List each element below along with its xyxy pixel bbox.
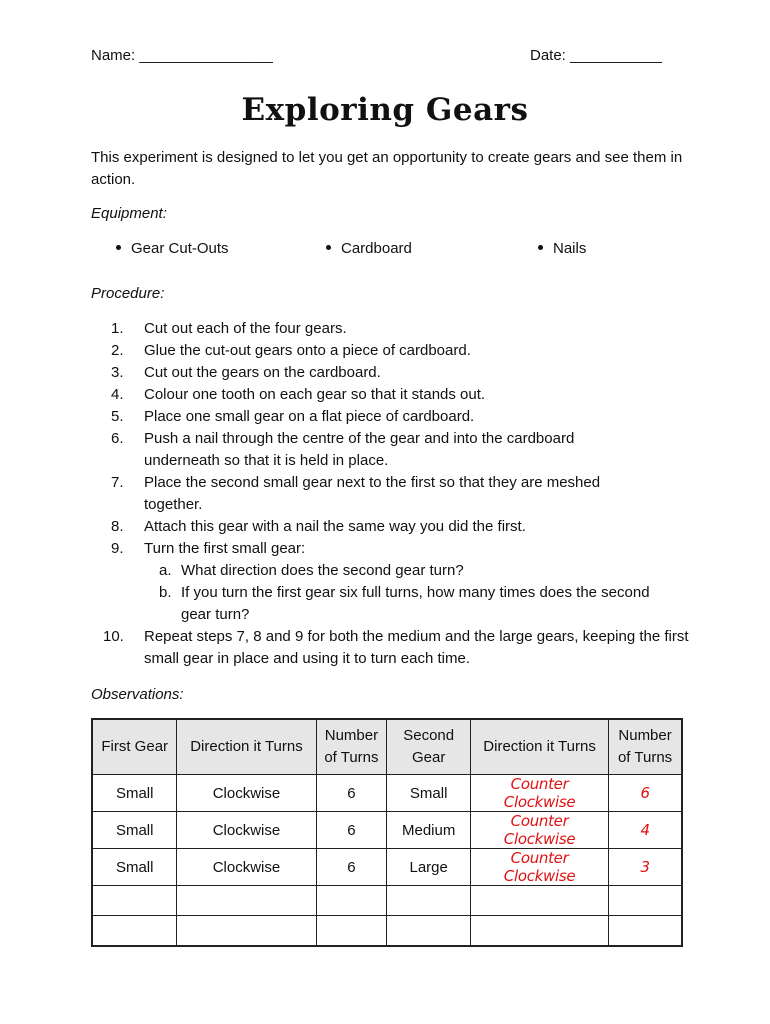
table-cell: Clockwise [177,775,316,812]
table-cell [471,886,609,916]
column-header: Number of Turns [316,719,387,775]
observations-table [91,718,683,947]
equipment-item-label: Cardboard [341,240,412,257]
handwritten-cell: 4 [609,812,682,849]
table-cell [177,916,316,947]
table-cell [387,916,471,947]
table-cell [92,886,177,916]
intro-paragraph: This experiment is designed to let you get an opportunity to create gears and see them in action. [91,149,683,188]
procedure-list [91,318,691,670]
table-cell: Small [92,849,177,886]
column-header: Second Gear [387,719,471,775]
date-field: Date: ___________ [530,47,662,64]
equipment-item-label: Gear Cut-Outs [131,240,229,257]
table-cell: Large [387,849,471,886]
table-cell: Small [92,775,177,812]
bullet-icon [116,245,121,250]
handwritten-cell: Counter Clockwise [471,775,609,812]
table-row [92,886,682,916]
table-cell [316,916,387,947]
handwritten-cell: 6 [609,775,682,812]
procedure-step: 6. Push a nail through the centre of the gear and into the cardboard underneath so that it is held in place. [111,430,575,469]
table-row [92,849,682,886]
table-header-row [92,719,682,775]
procedure-substep: a. What direction does the second gear turn? [159,562,464,579]
equipment-item [326,240,412,257]
bullet-icon [538,245,543,250]
page-title: Exploring Gears [241,92,529,128]
procedure-step: 1. Cut out each of the four gears. [111,320,347,337]
table-row [92,775,682,812]
column-header: Direction it Turns [177,719,316,775]
table-cell [387,886,471,916]
table-cell: 6 [316,775,387,812]
equipment-item [116,240,229,257]
equipment-item [538,240,586,257]
equipment-heading: Equipment: [91,205,167,222]
procedure-step: 9. Turn the first small gear: [111,540,306,557]
table-cell: Small [92,812,177,849]
bullet-icon [326,245,331,250]
table-cell [471,916,609,947]
table-cell [92,916,177,947]
procedure-step: 4. Colour one tooth on each gear so that it stands out. [111,386,486,403]
table-cell: Small [387,775,471,812]
table-cell [609,916,682,947]
table-cell: Clockwise [177,849,316,886]
table-row [92,916,682,947]
handwritten-cell: 3 [609,849,682,886]
column-header: Direction it Turns [471,719,609,775]
table-cell: Medium [387,812,471,849]
name-field: Name: ________________ [91,47,273,64]
handwritten-cell: Counter Clockwise [471,849,609,886]
procedure-step: 5. Place one small gear on a flat piece of cardboard. [111,408,475,425]
procedure-step: 7. Place the second small gear next to the first so that they are meshed together. [111,474,601,513]
handwritten-cell: Counter Clockwise [471,812,609,849]
table-cell: 6 [316,849,387,886]
table-cell [609,886,682,916]
table-row [92,812,682,849]
equipment-item-label: Nails [553,240,587,257]
procedure-substep: b. If you turn the first gear six full turns, how many times does the second gear turn? [159,584,650,623]
table-cell [177,886,316,916]
column-header: Number of Turns [609,719,682,775]
observations-heading: Observations: [91,686,184,703]
table-cell: 6 [316,812,387,849]
procedure-step: 8. Attach this gear with a nail the same way you did the first. [111,518,526,535]
procedure-step: 2. Glue the cut-out gears onto a piece of cardboard. [111,342,471,359]
procedure-step: 3. Cut out the gears on the cardboard. [111,364,381,381]
procedure-step: 10. Repeat steps 7, 8 and 9 for both the medium and the large gears, keeping the first small gear in place and using it to turn each time. [103,628,689,667]
procedure-heading: Procedure: [91,285,165,302]
column-header: First Gear [92,719,177,775]
table-cell: Clockwise [177,812,316,849]
table-cell [316,886,387,916]
